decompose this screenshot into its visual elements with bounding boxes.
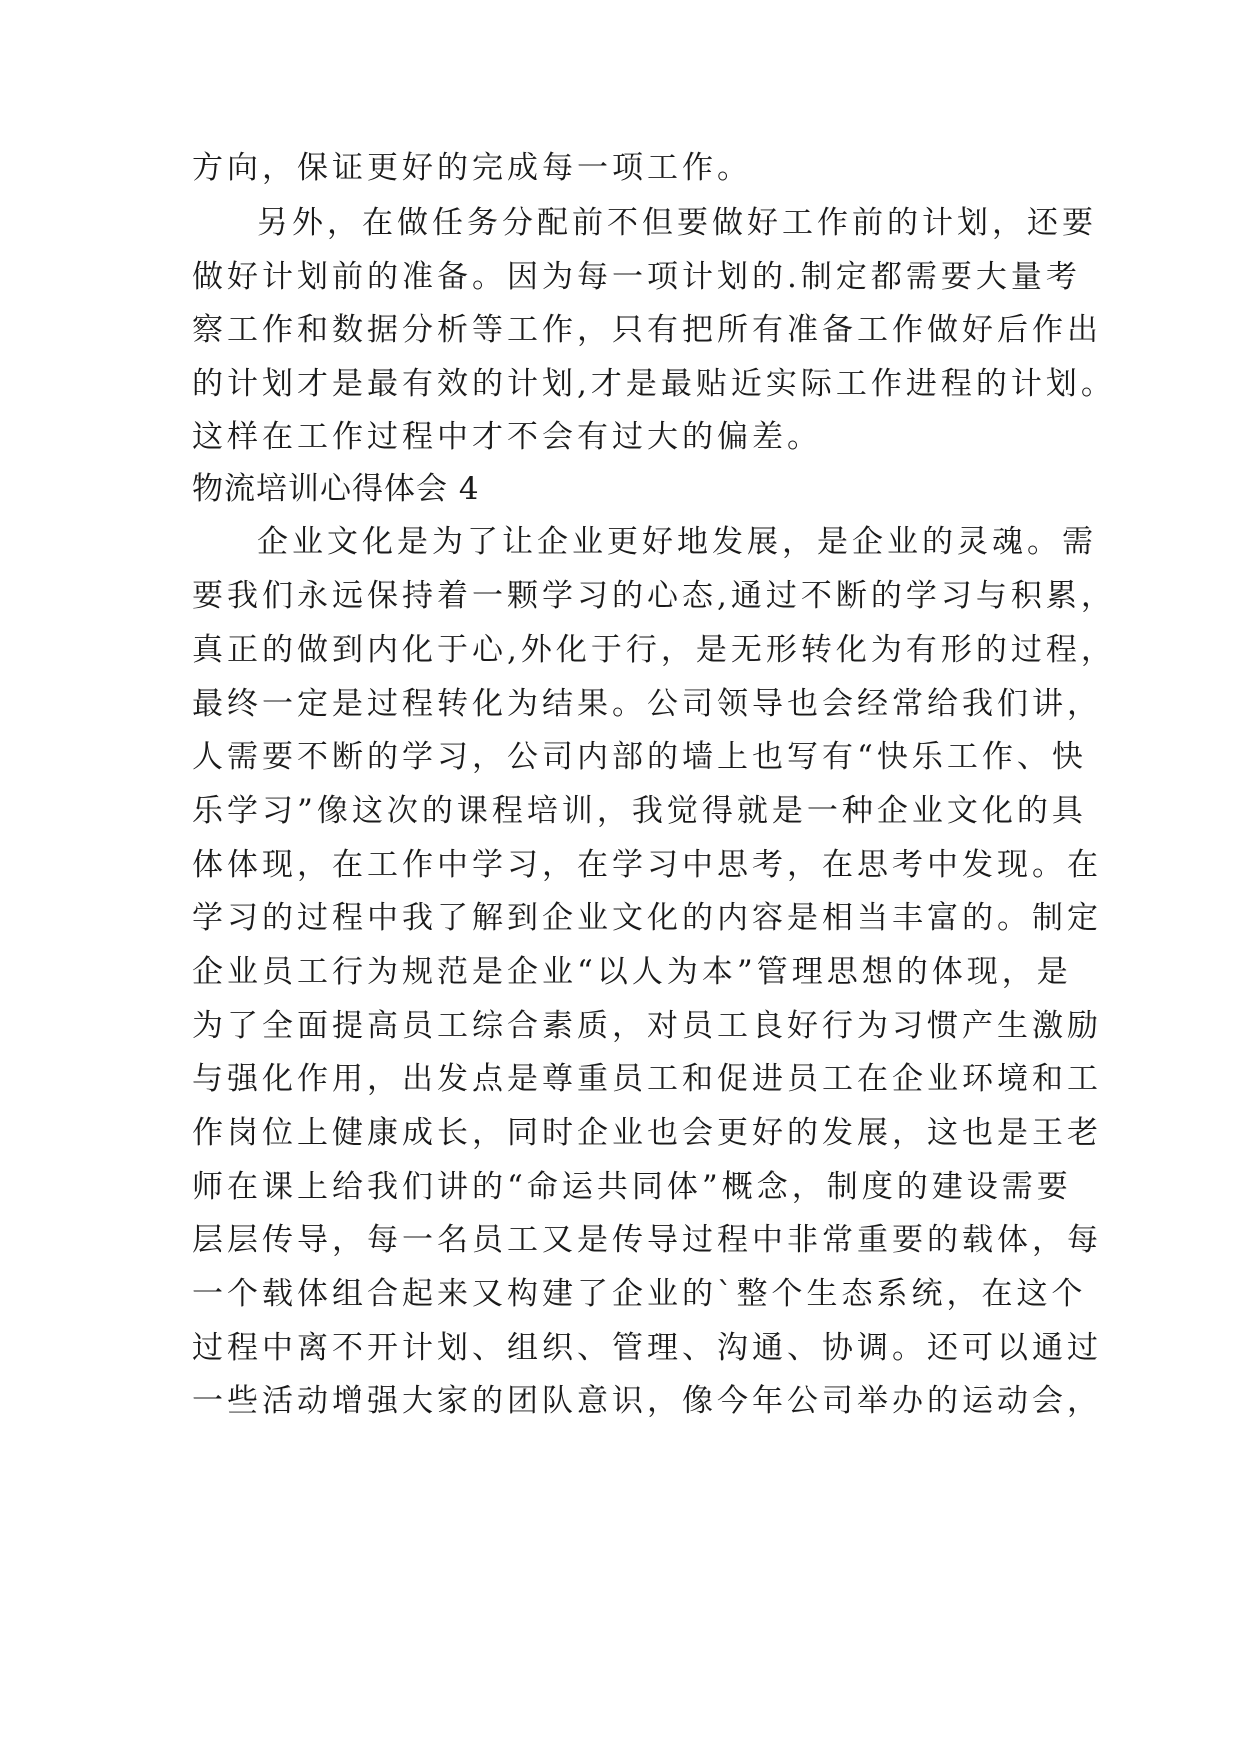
- paragraph-3-line-6: 乐学习”像这次的课程培训，我觉得就是一种企业文化的具: [192, 793, 1087, 829]
- paragraph-2-line-4: 的计划才是最有效的计划,才是最贴近实际工作进程的计划。: [192, 366, 1116, 402]
- paragraph-3-line-2: 要我们永远保持着一颗学习的心态,通过不断的学习与积累，: [192, 578, 1116, 614]
- paragraph-3-line-12: 作岗位上健康成长，同时企业也会更好的发展，这也是王老: [192, 1115, 1102, 1151]
- paragraph-3-line-16: 过程中离不开计划、组织、管理、沟通、协调。还可以通过: [192, 1330, 1102, 1366]
- paragraph-3-line-8: 学习的过程中我了解到企业文化的内容是相当丰富的。制定: [192, 900, 1102, 936]
- paragraph-3-line-9: 企业员工行为规范是企业“以人为本”管理思想的体现，是: [192, 954, 1072, 990]
- paragraph-3-line-10: 为了全面提高员工综合素质，对员工良好行为习惯产生激励: [192, 1008, 1102, 1044]
- paragraph-3-line-15: 一个载体组合起来又构建了企业的`整个生态系统，在这个: [192, 1276, 1087, 1312]
- paragraph-3-line-5: 人需要不断的学习，公司内部的墙上也写有“快乐工作、快: [192, 739, 1087, 775]
- paragraph-3-line-17: 一些活动增强大家的团队意识，像今年公司举办的运动会，: [192, 1383, 1102, 1419]
- paragraph-3-line-14: 层层传导，每一名员工又是传导过程中非常重要的载体，每: [192, 1222, 1102, 1258]
- paragraph-3-line-1: 企业文化是为了让企业更好地发展，是企业的灵魂。需: [257, 524, 1097, 560]
- paragraph-3-line-3: 真正的做到内化于心,外化于行，是无形转化为有形的过程，: [192, 632, 1116, 668]
- paragraph-3-line-11: 与强化作用，出发点是尊重员工和促进员工在企业环境和工: [192, 1061, 1102, 1097]
- paragraph-3-line-13: 师在课上给我们讲的“命运共同体”概念，制度的建设需要: [192, 1169, 1072, 1205]
- paragraph-2-line-1: 另外，在做任务分配前不但要做好工作前的计划，还要: [257, 205, 1097, 241]
- paragraph-2-line-3: 察工作和数据分析等工作，只有把所有准备工作做好后作出: [192, 312, 1102, 348]
- section-heading: 物流培训心得体会 4: [192, 471, 480, 507]
- paragraph-3-line-4: 最终一定是过程转化为结果。公司领导也会经常给我们讲，: [192, 686, 1102, 722]
- paragraph-2-line-2: 做好计划前的准备。因为每一项计划的.制定都需要大量考: [192, 259, 1081, 295]
- paragraph-1-line-1: 方向，保证更好的完成每一项工作。: [192, 150, 752, 186]
- paragraph-3-line-7: 体体现，在工作中学习，在学习中思考，在思考中发现。在: [192, 847, 1102, 883]
- paragraph-2-line-5: 这样在工作过程中才不会有过大的偏差。: [192, 419, 822, 455]
